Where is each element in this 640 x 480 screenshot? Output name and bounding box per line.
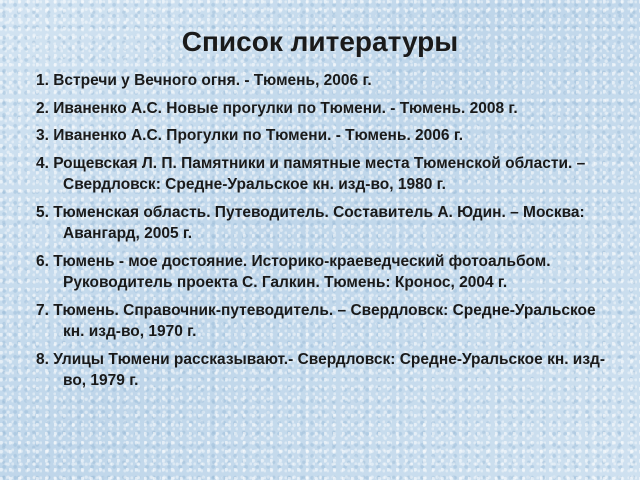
bibliography-item: 5. Тюменская область. Путеводитель. Составитель А. Юдин. – Москва: Авангард, 2005 г. (36, 203, 585, 242)
bibliography-item: 8. Улицы Тюмени рассказывают.- Свердловск: Средне-Уральское кн. изд-во, 1979 г. (36, 350, 606, 389)
bibliography-item: 2. Иваненко А.С. Новые прогулки по Тюмени. - Тюмень. 2008 г. (36, 99, 518, 117)
slide-title: Список литературы (181, 26, 459, 57)
bibliography-item: 3. Иваненко А.С. Прогулки по Тюмени. - Тюмень. 2006 г. (36, 127, 464, 144)
bibliography-item: 7. Тюмень. Справочник-путеводитель. – Свердловск: Средне-Уральское кн. изд-во, 1970 г. (36, 301, 596, 340)
bibliography-item: 4. Рощевская Л. П. Памятники и памятные места Тюменской области. – Свердловск: Средне-Уральское кн. изд-во, 1980 г. (36, 154, 586, 193)
bibliography-list (36, 70, 616, 398)
bibliography-item: 1. Встречи у Вечного огня. - Тюмень, 2006 г. (36, 72, 372, 89)
bibliography-item: 6. Тюмень - мое достояние. Историко-краеведческий фотоальбом. Руководитель проекта С. Галкин. Тюмень: Кронос, 2004 г. (36, 252, 551, 291)
